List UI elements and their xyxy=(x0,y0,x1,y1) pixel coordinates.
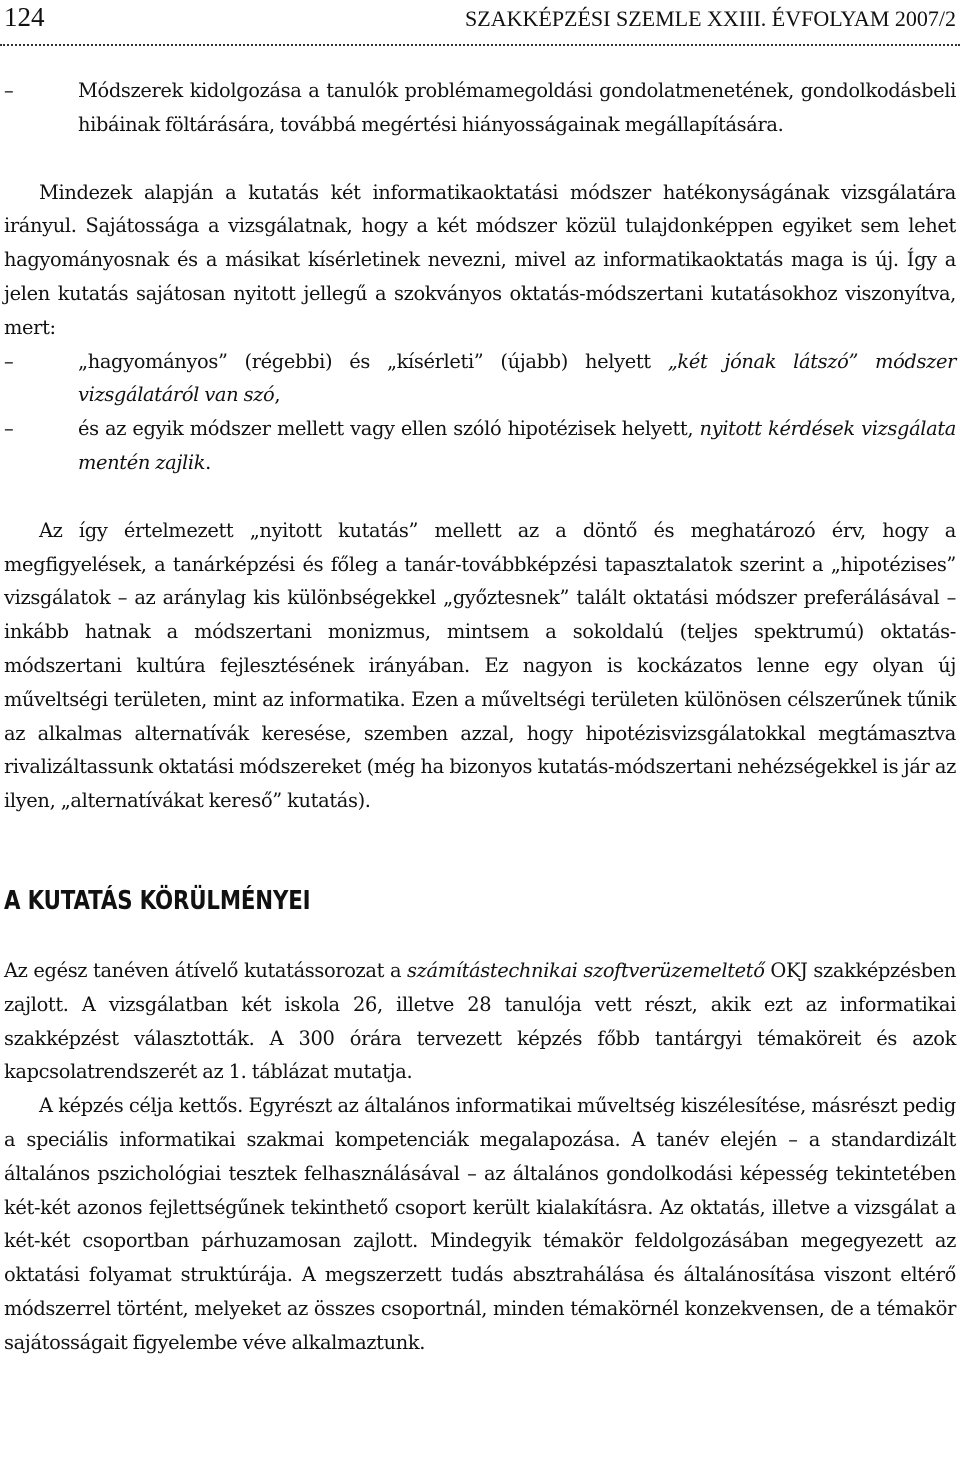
header-dotted-rule xyxy=(0,44,960,46)
text-run: OKJ szakképzésben zajlott. A vizsgálatban két iskola 26, illetve 28 tanulója vett részt, akik ezt az informatikai szakképzést választották. A 300 órára tervezett képzés főbb tantárgyi témaköreit és azok kapcsolatrendszerét az 1. táblázat mutatja. xyxy=(4,958,956,1084)
emphasis-qualification: számítástechnikai szoftverüzemeltető xyxy=(407,958,765,982)
page-number: 124 xyxy=(4,2,45,32)
page-header xyxy=(0,0,960,40)
list-item-punct: . xyxy=(205,450,211,474)
text-run: Az egész tanéven átívelő kutatássorozat a xyxy=(4,958,408,982)
paragraph-training-goal: A képzés célja kettős. Egyrészt az általános informatikai műveltség kiszélesítése, másrészt pedig a speciális informatikai szakmai kompetenciák megalapozása. A tanév elején – a standardizált általános pszichológiai tesztek felhasználásával – az általános gondolkodási képesség tekintetében két-két azonos fejlettségűnek tekinthető csoport került kialakításra. Az oktatás, illetve a vizsgálat a két-két csoportban párhuzamosan zajlott. Mindegyik témakör feldolgozásában megegyezett az oktatási folyamat struktúrája. A megszerzett tudás absztrahálása és általánosítása viszont eltérő módszerrel történt, melyeket az összes csoportnál, minden témakörnél konzekvensen, de a témakör sajátosságait figyelembe véve alkalmaztunk. xyxy=(4,1094,956,1354)
paragraph-research-focus: Mindezek alapján a kutatás két informatikaoktatási módszer hatékonyságának vizsgálatára irányul. Sajátossága a vizsgálatnak, hogy a két módszer közül tulajdonképpen egyiket sem lehet hagyományosnak és a másikat kísérletinek nevezni, mivel az informatikaoktatás maga is új. Így a jelen kutatás sajátosan nyitott jellegű a szokványos oktatás-módszertani kutatásokhoz viszonyítva, mert: xyxy=(4,180,956,339)
list-item-text: Módszerek kidolgozása a tanulók problémamegoldási gondolatmenetének, gondolkodásbeli hibáinak föltárására, továbbá megértési hiányosságainak megállapítására. xyxy=(78,79,956,136)
list-item-methods xyxy=(4,74,956,142)
list-item-emphasis: nyitott kérdések vizsgálata mentén zajlik xyxy=(78,417,957,474)
list-item-text: és az egyik módszer mellett vagy ellen szóló hipotézisek helyett, xyxy=(78,417,700,441)
list-item-open-questions xyxy=(4,412,956,480)
list-item-punct: , xyxy=(274,383,281,407)
article-body xyxy=(4,74,956,1360)
list-item-emphasis: „két jónak látszó” módszer vizsgálatáról van szó xyxy=(78,349,956,407)
paragraph-open-research: Az így értelmezett „nyitott kutatás” mellett az a döntő és meghatározó érv, hogy a megfigyelések, a tanárképzési és főleg a tanár-továbbképzési tapasztalatok szerint a „hipotézises” vizsgálatok – az aránylag kis különbségekkel „győztesnek” talált oktatási módszer preferálásával – inkább hatnak a módszertani monizmus, mintsem a sokoldalú (teljes spektrumú) oktatás-módszertani kultúra fejlesztésének irányában. Ez nagyon is kockázatos lenne egy olyan új műveltségi területen, mint az informatika. Ezen a műveltségi területen különösen célszerűnek tűnik az alkalmas alternatívák keresése, szemben azzal, hogy hipotézisvizsgálatokkal megtámasztva rivalizáltassunk oktatási módszereket (még ha bizonyos kutatás-módszertani nehézségekkel is jár az ilyen, „alternatívákat kereső” kutatás). xyxy=(4,518,956,813)
section-heading: A KUTATÁS KÖRÜLMÉNYEI xyxy=(4,885,311,916)
list-item-methods-compared xyxy=(4,345,956,413)
paragraph-research-series xyxy=(4,954,956,1089)
list-dash: – xyxy=(4,417,14,441)
list-dash: – xyxy=(4,79,14,102)
list-item-text: „hagyományos” (régebbi) és „kísérleti” (újabb) helyett xyxy=(78,349,668,373)
list-dash: – xyxy=(4,349,14,373)
running-head: SZAKKÉPZÉSI SZEMLE XXIII. ÉVFOLYAM 2007/2 xyxy=(465,6,956,31)
